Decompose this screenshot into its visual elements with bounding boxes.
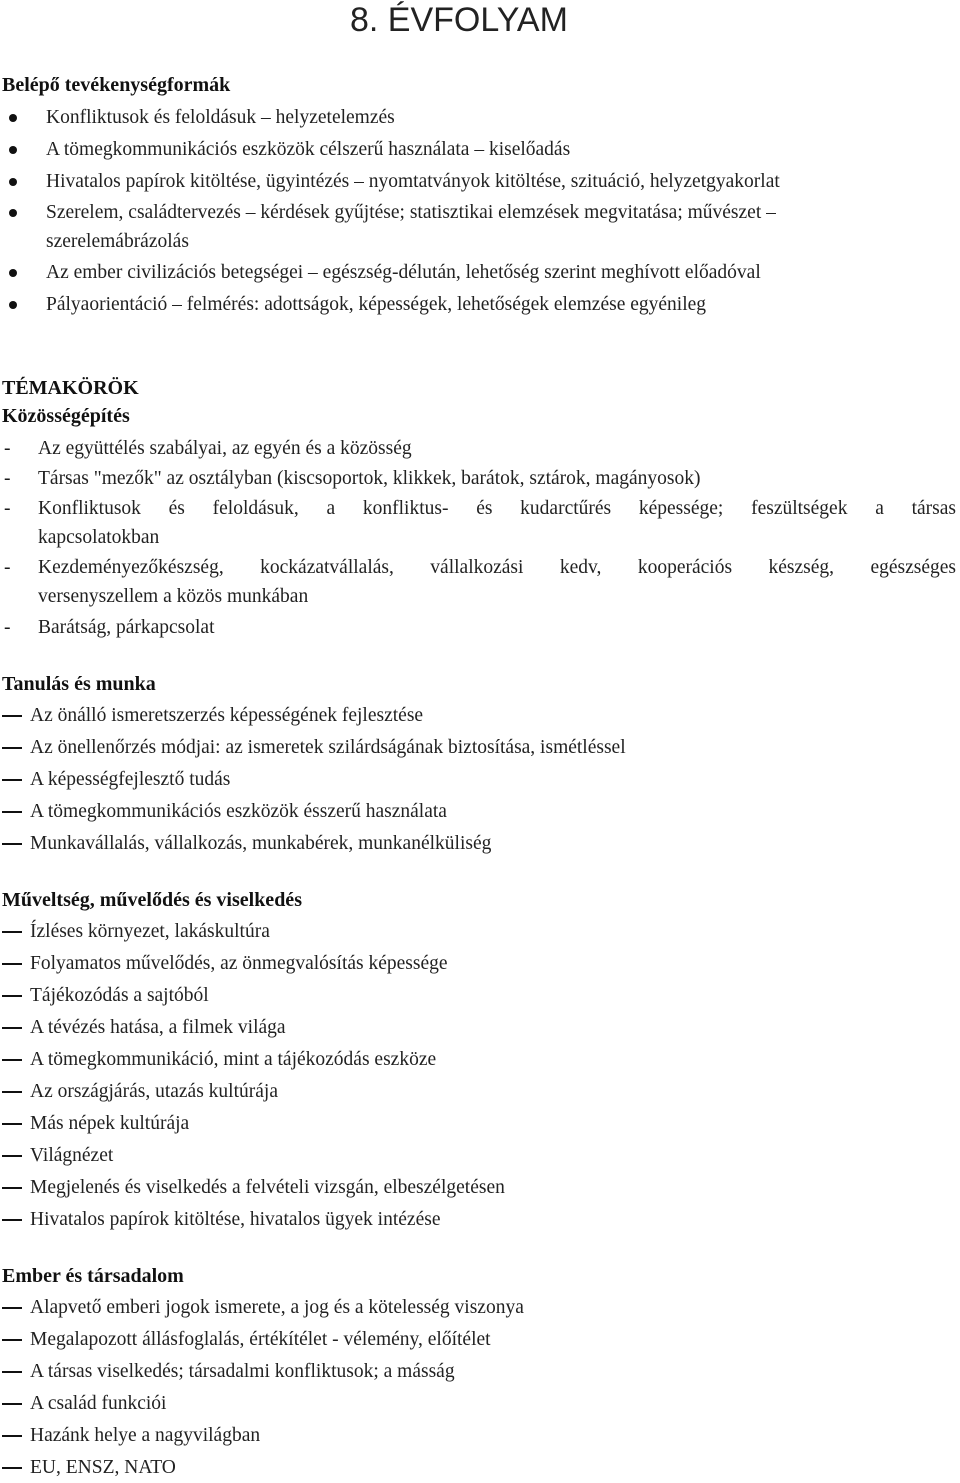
culture-item: A tévézés hatása, a filmek világa	[30, 1017, 286, 1038]
culture-item: Megjelenés és viselkedés a felvételi vizsgán, elbeszélgetésen	[30, 1177, 505, 1198]
bullet-icon	[9, 114, 17, 122]
bullet-icon	[9, 146, 17, 154]
learning-item: Az önálló ismeretszerzés képességének fejlesztése	[30, 705, 424, 726]
community-item-continuation: versenyszellem a közös munkában	[38, 586, 309, 607]
page-title: 8. ÉVFOLYAM	[350, 1, 568, 39]
dash-marker	[2, 1307, 22, 1309]
community-item-continuation: kapcsolatokban	[38, 527, 160, 548]
intro-item: Az ember civilizációs betegségei – egészség-délután, lehetőség szerint meghívott előadóval	[46, 262, 761, 283]
dash-marker	[2, 1435, 22, 1437]
dash-marker	[2, 1091, 22, 1093]
topics-heading: TÉMAKÖRÖK	[2, 377, 139, 399]
dash-marker	[2, 931, 22, 933]
dash-marker	[2, 1123, 22, 1125]
intro-item: Szerelem, családtervezés – kérdések gyűjtése; statisztikai elemzések megvitatása; művészet –	[46, 202, 776, 223]
culture-item: Tájékozódás a sajtóból	[30, 985, 209, 1006]
society-item: Hazánk helye a nagyvilágban	[30, 1425, 261, 1446]
intro-item-continuation: szerelemábrázolás	[46, 231, 189, 252]
dash-marker	[2, 1155, 22, 1157]
intro-item: Hivatalos papírok kitöltése, ügyintézés – nyomtatványok kitöltése, szituáció, helyzetgyakorlat	[46, 171, 780, 192]
dash-marker	[2, 995, 22, 997]
bullet-icon	[9, 301, 17, 309]
dash-marker	[2, 779, 22, 781]
learning-item: Az önellenőrzés módjai: az ismeretek szilárdságának biztosítása, ismétléssel	[30, 737, 626, 758]
culture-heading: Műveltség, művelődés és viselkedés	[2, 889, 302, 911]
society-item: Megalapozott állásfoglalás, értékítélet - vélemény, előítélet	[30, 1329, 491, 1350]
culture-item: Más népek kultúrája	[30, 1113, 190, 1134]
dash-marker	[2, 715, 22, 717]
culture-item: Az országjárás, utazás kultúrája	[30, 1081, 278, 1102]
society-item: A társas viselkedés; társadalmi konfliktusok; a másság	[30, 1361, 455, 1382]
dash-marker	[2, 747, 22, 749]
community-heading: Közösségépítés	[2, 405, 130, 427]
intro-item: Pályaorientáció – felmérés: adottságok, képességek, lehetőségek elemzése egyénileg	[46, 294, 707, 315]
culture-item: A tömegkommunikáció, mint a tájékozódás eszköze	[30, 1049, 437, 1070]
culture-item: Hivatalos papírok kitöltése, hivatalos ügyek intézése	[30, 1209, 441, 1230]
dash-marker	[2, 1219, 22, 1221]
dash-marker	[2, 1059, 22, 1061]
culture-item: Ízléses környezet, lakáskultúra	[30, 921, 270, 942]
society-item: EU, ENSZ, NATO	[30, 1457, 176, 1478]
dash-marker	[2, 1403, 22, 1405]
dash-marker	[2, 811, 22, 813]
hyphen-marker: -	[4, 468, 11, 489]
learning-item: A tömegkommunikációs eszközök ésszerű használata	[30, 801, 447, 822]
dash-marker	[2, 1339, 22, 1341]
society-item: Alapvető emberi jogok ismerete, a jog és a kötelesség viszonya	[30, 1297, 524, 1318]
society-heading: Ember és társadalom	[2, 1265, 184, 1287]
community-item: Kezdeményezőkészség, kockázatvállalás, vállalkozási kedv, kooperációs készség, egészséges	[38, 557, 956, 578]
hyphen-marker: -	[4, 617, 11, 638]
community-item: Barátság, párkapcsolat	[38, 617, 215, 638]
hyphen-marker: -	[4, 557, 11, 578]
learning-item: A képességfejlesztő tudás	[30, 769, 231, 790]
dash-marker	[2, 1187, 22, 1189]
dash-marker	[2, 1467, 22, 1469]
community-item: Konfliktusok és feloldásuk, a konfliktus- és kudarctűrés képessége; feszültségek a társas	[38, 498, 956, 519]
dash-marker	[2, 963, 22, 965]
culture-item: Folyamatos művelődés, az önmegvalósítás képessége	[30, 953, 448, 974]
hyphen-marker: -	[4, 438, 11, 459]
hyphen-marker: -	[4, 498, 11, 519]
intro-heading: Belépő tevékenységformák	[2, 74, 231, 96]
dash-marker	[2, 843, 22, 845]
community-item: Társas "mezők" az osztályban (kiscsoportok, klikkek, barátok, sztárok, magányosok)	[38, 468, 701, 489]
society-item: A család funkciói	[30, 1393, 167, 1414]
intro-item: Konfliktusok és feloldásuk – helyzetelemzés	[46, 107, 395, 128]
dash-marker	[2, 1371, 22, 1373]
learning-item: Munkavállalás, vállalkozás, munkabérek, munkanélküliség	[30, 833, 492, 854]
intro-item: A tömegkommunikációs eszközök célszerű használata – kiselőadás	[46, 139, 571, 160]
community-item: Az együttélés szabályai, az egyén és a közösség	[38, 438, 412, 459]
bullet-icon	[9, 269, 17, 277]
bullet-icon	[9, 209, 17, 217]
bullet-icon	[9, 178, 17, 186]
learning-heading: Tanulás és munka	[2, 673, 156, 695]
culture-item: Világnézet	[30, 1145, 114, 1166]
dash-marker	[2, 1027, 22, 1029]
